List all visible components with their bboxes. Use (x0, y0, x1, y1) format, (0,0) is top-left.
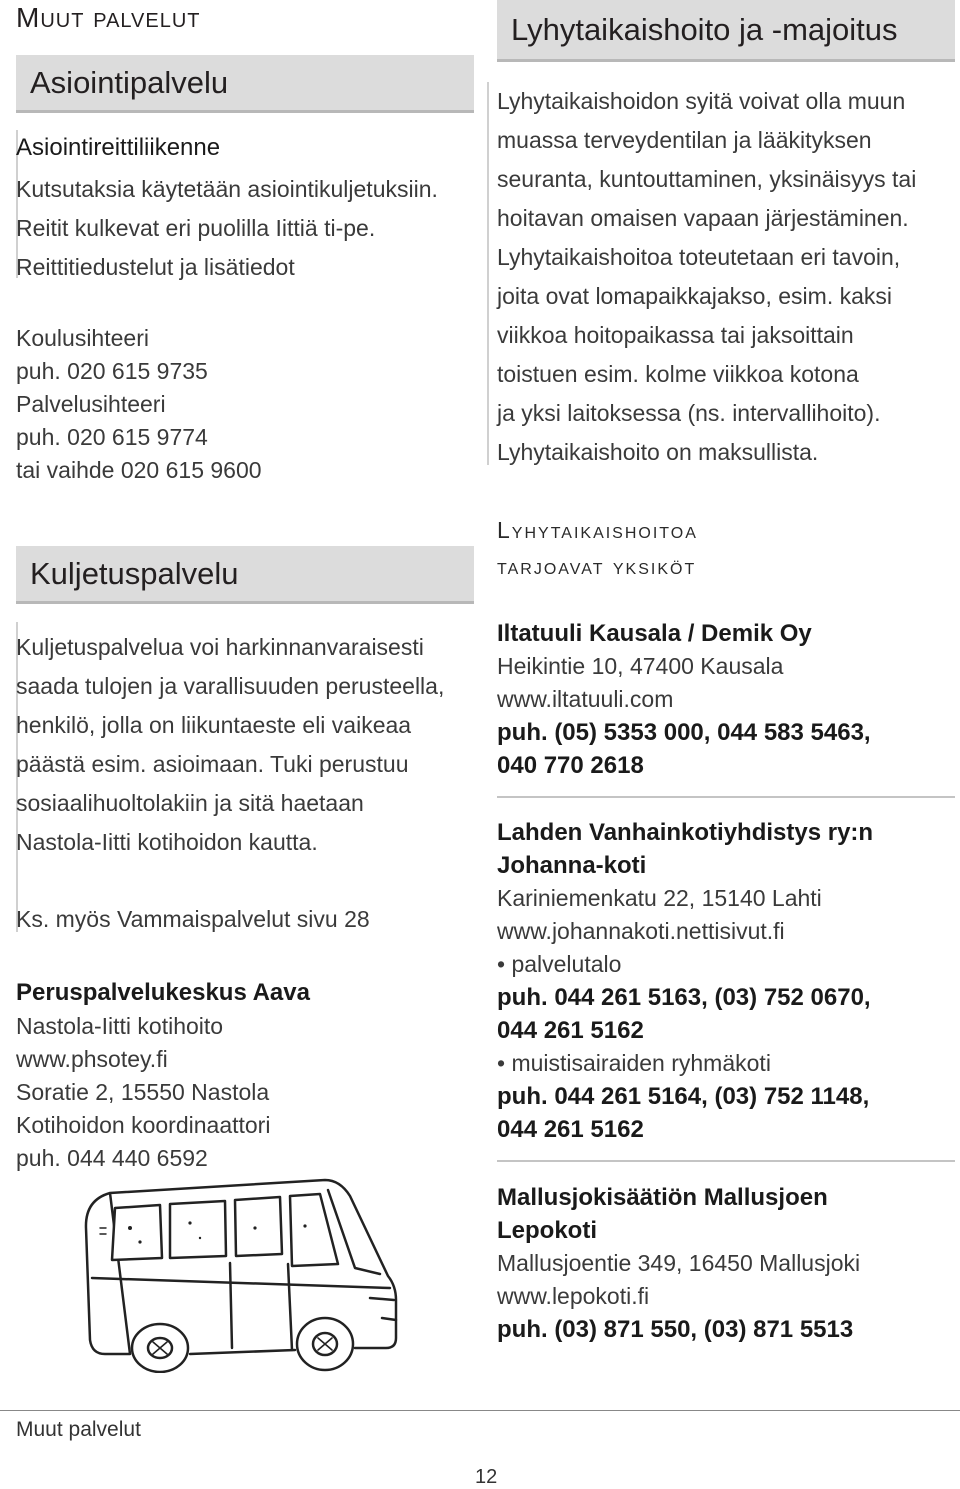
lyhytaikaishoito-band (497, 0, 955, 62)
intro-line-4: hoitavan omaisen vapaan järjestäminen. (497, 205, 909, 231)
asiointireittiliikenne-heading: Asiointireittiliikenne (16, 134, 221, 161)
contact-palvelusihteeri: Palvelusihteeri (16, 391, 166, 417)
unit-name: Lahden Vanhainkotiyhdistys ry:n (497, 819, 874, 846)
aava-web[interactable]: www.phsotey.fi (16, 1046, 168, 1072)
asiointi-text (16, 170, 438, 287)
asiointipalvelu-title: Asiointipalvelu (30, 64, 229, 100)
unit-phone: puh. (05) 5353 000, 044 583 5463, (497, 719, 871, 746)
kuljetus-text (16, 628, 444, 862)
divider-2 (497, 1160, 955, 1162)
units-heading (497, 512, 698, 584)
aava-provider-name: Peruspalvelukeskus Aava (16, 979, 310, 1006)
van-illustration (70, 1168, 410, 1373)
unit-johanna-koti (497, 816, 873, 1146)
unit-phone-4: 044 261 5162 (497, 1116, 644, 1143)
page-number: 12 (475, 1466, 498, 1488)
aava-address: Soratie 2, 15550 Nastola (16, 1079, 270, 1105)
intro-line-9: ja yksi laitoksessa (ns. intervallihoito). (497, 400, 881, 426)
aava-phone: puh. 044 440 6592 (16, 1145, 208, 1171)
unit-name: Iltatuuli Kausala / Demik Oy (497, 620, 812, 647)
footer-rule (0, 1410, 960, 1411)
contact-palvelusihteeri-phone: puh. 020 615 9774 (16, 424, 208, 450)
asiointi-contacts (16, 322, 262, 487)
intro-line-2: muassa terveydentilan ja lääkityksen (497, 127, 872, 153)
unit-phone: puh. 044 261 5163, (03) 752 0670, (497, 984, 871, 1011)
unit-web[interactable]: www.johannakoti.nettisivut.fi (497, 918, 785, 944)
kuljetus-line-2: saada tulojen ja varallisuuden perusteella, (16, 673, 445, 699)
intro-line-7: viikkoa hoitopaikassa tai jaksoittain (497, 322, 854, 348)
kuljetus-line-3: henkilö, jolla on liikuntaeste eli vaikeaa (16, 712, 412, 738)
unit-name-2: Lepokoti (497, 1217, 597, 1244)
lyhytaikaishoito-title: Lyhytaikaishoito ja -majoitus (511, 11, 898, 47)
unit-bullet-palvelutalo: • palvelutalo (497, 951, 622, 977)
unit-iltatuuli (497, 617, 871, 782)
intro-line-1: Lyhytaikaishoidon syitä voivat olla muun (497, 88, 906, 114)
asiointi-line-2: Reitit kulkevat eri puolilla Iittiä ti-pe. (16, 215, 376, 241)
contact-koulusihteeri: Koulusihteeri (16, 325, 149, 351)
unit-web[interactable]: www.iltatuuli.com (497, 686, 674, 712)
lyhytaikaishoito-intro (497, 82, 916, 472)
kuljetus-line-1: Kuljetuspalvelua voi harkinnanvaraisesti (16, 634, 424, 660)
asiointi-line-1: Kutsutaksia käytetään asiointikuljetuksiin. (16, 176, 438, 202)
aava-details (16, 1010, 270, 1175)
divider-1 (497, 796, 955, 798)
contact-koulusihteeri-phone: puh. 020 615 9735 (16, 358, 208, 384)
unit-address: Mallusjoentie 349, 16450 Mallusjoki (497, 1250, 861, 1276)
lyhytaikaishoito-rule (487, 82, 489, 465)
units-heading-line-2: tarjoavat yksiköt (497, 553, 697, 579)
kuljetus-line-6: Nastola-Iitti kotihoidon kautta. (16, 829, 318, 855)
intro-line-8: toistuen esim. kolme viikkoa kotona (497, 361, 859, 387)
kuljetuspalvelu-band (16, 546, 474, 604)
intro-line-10: Lyhytaikaishoito on maksullista. (497, 439, 819, 465)
unit-web[interactable]: www.lepokoti.fi (497, 1283, 650, 1309)
kuljetuspalvelu-title: Kuljetuspalvelu (30, 555, 239, 591)
footer-label: Muut palvelut (16, 1418, 141, 1441)
unit-name: Mallusjokisäätiön Mallusjoen (497, 1184, 828, 1211)
unit-address: Heikintie 10, 47400 Kausala (497, 653, 784, 679)
unit-bullet-ryhmakoti: • muistisairaiden ryhmäkoti (497, 1050, 771, 1076)
kuljetus-line-4: päästä esim. asioimaan. Tuki perustuu (16, 751, 409, 777)
unit-name-2: Johanna-koti (497, 852, 647, 879)
see-also-link: Ks. myös Vammaispalvelut sivu 28 (16, 906, 370, 932)
unit-phone-3: puh. 044 261 5164, (03) 752 1148, (497, 1083, 870, 1110)
unit-address: Kariniemenkatu 22, 15140 Lahti (497, 885, 822, 911)
units-heading-line-1: Lyhytaikaishoitoa (497, 517, 698, 543)
unit-phone: puh. (03) 871 550, (03) 871 5513 (497, 1316, 854, 1343)
intro-line-5: Lyhytaikaishoitoa toteutetaan eri tavoin, (497, 244, 901, 270)
contact-vaihde: tai vaihde 020 615 9600 (16, 457, 262, 483)
unit-phone-2: 044 261 5162 (497, 1017, 644, 1044)
asiointi-line-3: Reittitiedustelut ja lisätiedot (16, 254, 295, 280)
intro-line-6: joita ovat lomapaikkajakso, esim. kaksi (497, 283, 892, 309)
aava-koordinaattori: Kotihoidon koordinaattori (16, 1112, 271, 1138)
aava-kotihoito: Nastola-Iitti kotihoito (16, 1013, 224, 1039)
kuljetus-line-5: sosiaalihuoltolakiin ja sitä haetaan (16, 790, 364, 816)
asiointipalvelu-band (16, 55, 474, 113)
intro-line-3: seuranta, kuntouttaminen, yksinäisyys tai (497, 166, 917, 192)
section-title: Muut palvelut (16, 2, 201, 33)
unit-lepokoti (497, 1181, 860, 1346)
unit-phone-2: 040 770 2618 (497, 752, 644, 779)
